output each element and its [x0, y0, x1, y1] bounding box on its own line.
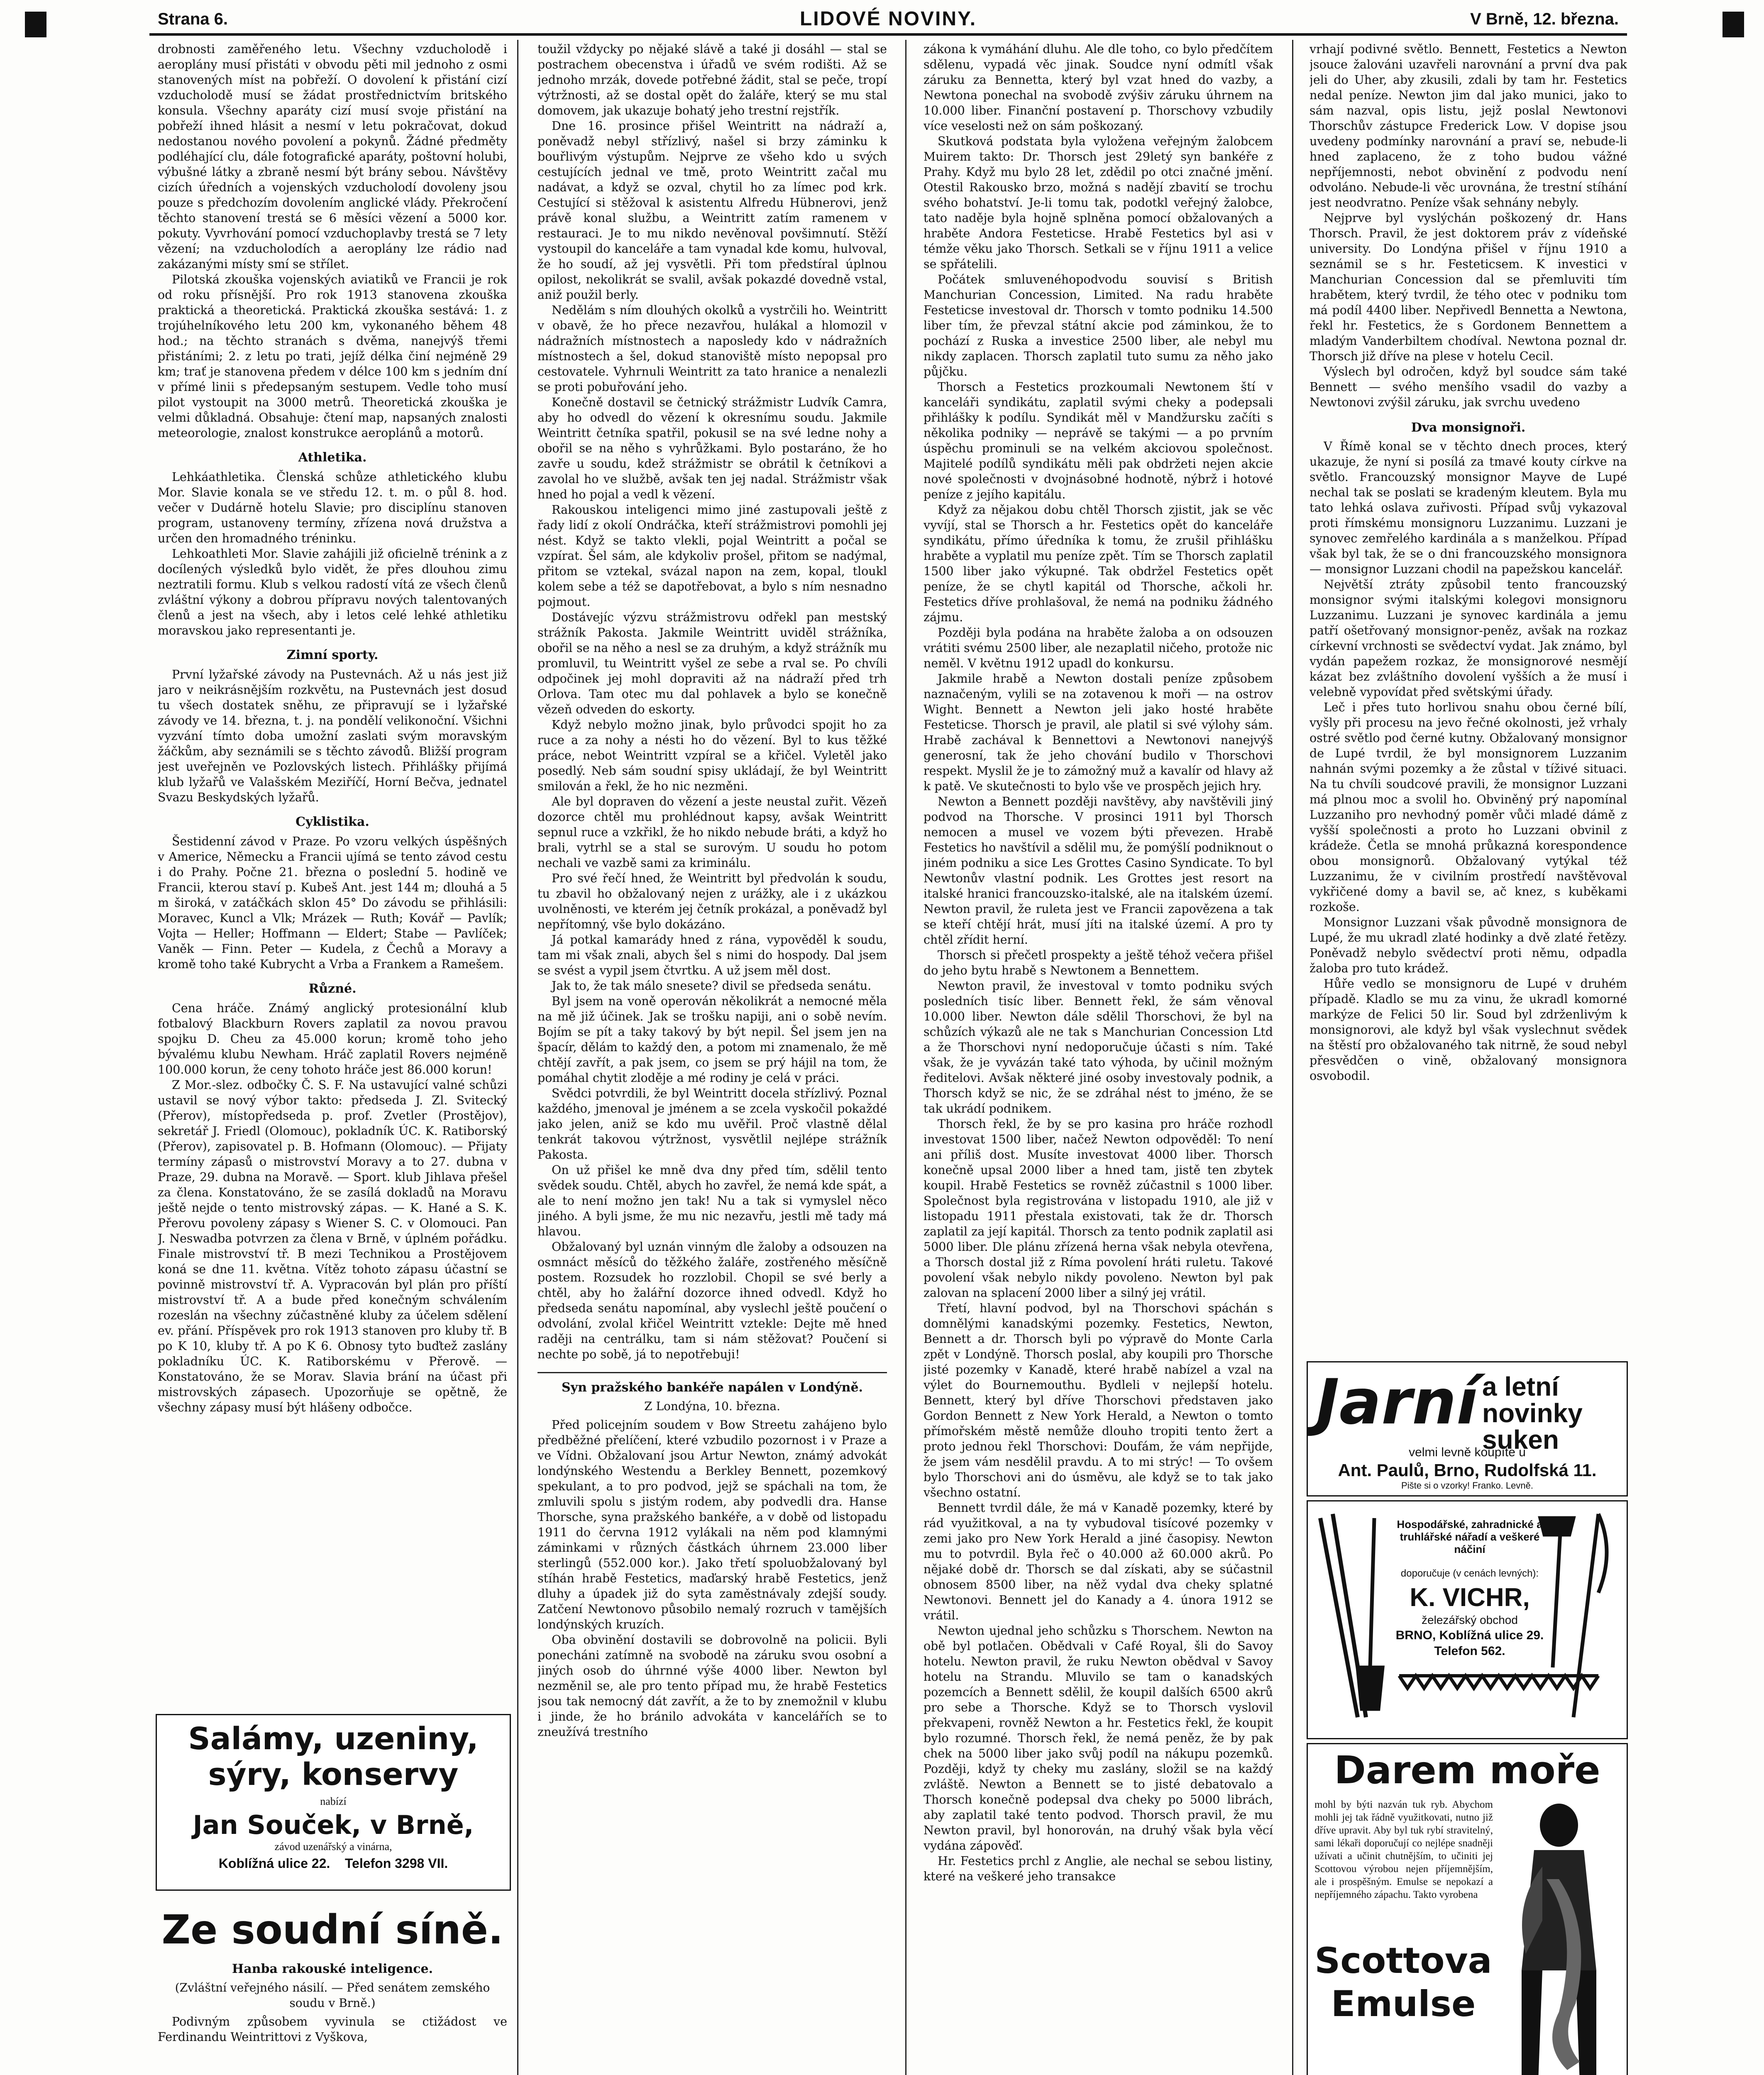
- article-text: Pilotská zkouška vojenských aviatiků ve Francii je rok od roku přísnější. Pro rok 1913 stanovena zkouška praktická a theoretická. Praktická zkouška sestává: 1. z trojúhelníkového letu 200 km, vykonaného během 48 hod.; na těchto stranách s dvěma, nanejvýš třemi přistáními; 2. z letu po trati, jejíž délka činí nejméně 29 km; trať je stanovena předem v délce 100 km s jedním dní v přímé linii s předepsaným sestupem. Vedle toho musí pilot vystoupit na 3000 metrů. Theoretická zkouška je velmi důkladná. Obsahuje: čtení map, napsaných znalosti meteorologie, znalost konstrukce aeroplánů a motorů.: [158, 273, 507, 440]
- ad-contact: [157, 1856, 510, 1871]
- ad-firm: Ant. Paulů, Brno, Rudolfská 11.: [1338, 1460, 1597, 1480]
- ad-address: Koblížná ulice 22.: [218, 1856, 330, 1871]
- ad-scott: [1307, 1743, 1628, 2075]
- corner-mark-right: [1722, 12, 1744, 37]
- article-headline: Hanba rakouské inteligence.: [232, 1962, 433, 1976]
- article-text: Šestidenní závod v Praze. Po vzoru velkých úspěšných v Americe, Německu a Francii ujímá se tento závod cestu i do Prahy. Počne 21. března o poslední 5. hodině ve Francii, kterou staví p. Kubeš Ant. jest 144 m; dlouhá a 5 m široká, v zatáčkách sklon 45° Do závodu se přihlásili: Moravec, Kuncl a Vlk; Mrázek — Ruth; Kovář — Pavlík; Vojta — Heller; Hoffmann — Eldert; Stabe — Pavlíček; Vaněk — Finn. Peter — Kudela, z Čechů a Moravy a kromě toho také Kubrycht a Vrba a Frankem a Ramešem.: [158, 835, 507, 971]
- ad-headline-line: suken: [1482, 1425, 1559, 1455]
- article-text: Thorsch řekl, že by se pro kasina pro hráče rozhodl investovat 1500 liber, načež Newton odpověděl: To není ani příliš dost. Musíte investovat 4000 liber. Thorsch konečně upsal 2000 liber a hned tam, jistě ten zbytek koupil. Hrabě Festetics se rovněž zúčastnil s 1000 liber. Společnost byla registrována v listopadu 1910, ale již v listopadu 1911 přestala existovati, tak že dr. Thorsch zaplatil za její kapitál. Thorsch za tento podnik zaplatil asi 5000 liber. Dle plánu zřízená herna však nebyla otevřena, a Thorsch dostal již z Ríma povolení hráti ruletu. Takové povolení však nebylo nikdy povoleno. Newton byl pak zalovan na splacení 2000 liber a silný jej vrátil.: [924, 1117, 1273, 1300]
- column-rule-3: [1292, 40, 1293, 2075]
- article-text: drobnosti zaměřeného letu. Všechny vzducholodě i aeroplány musí přistáti v obvodu pěti mil jednoho z osmi stanovených míst na pobřeží. O dovolení k přistání cizí vzducholodě musí se žádat prostřednictvím britského konsula. Všechny aparáty cizí musí svoje přistání na pobřeží ihned hlásit a nesmí v letu pokračovat, dokud nedostanou nového povolení a pokynů. Žádné předměty podléhající clu, dále fotografické aparáty, poštovní holubi, výbušné látky a zbraně nesmí být brány sebou. Návštěvy cizích úředních a vojenských vzducholodí dovoleny jsou pouze s předchozím dovolením anglické vlády. Překročení těchto stanovení trestá se 6 měsíci vězení a 5000 kor. pokuty. Vyvrhování pomocí vzduchoplavby trestá se 7 lety vězení; na vzducholodích a aeroplány lze rádio nad zakázanými místy smí se střílet.: [158, 42, 507, 271]
- article-text: Obžalovaný byl uznán vinným dle žaloby a odsouzen na osmnáct měsíců do těžkého žaláře, zostřeného měsíčně postem. Rozsudek ho rozzlobil. Chopil se své berly a chtěl, aby ho žalářní dozorce ihned odvedl. Když ho předseda senátu napomínal, aby vyslechl ještě poučení o odvolání, zvolal křičel Weintritt vztekle: Dejte mě hned raději na centrálku, tam si nám stěžovat? Poučení si nechte po sobě, já to nepotřebuji!: [538, 1240, 887, 1361]
- ad-brand: Scottova Emulse: [1314, 1940, 1492, 2025]
- article-text: Lehkáathletika. Členská schůze athletického klubu Mor. Slavie konala se ve středu 12. t. m. o půl 8. hod. večer v Dudárně hotelu Slavie; pro disciplínu stanoven program, ustanoveny termíny, zřízena nová družstva a určen den hromadného tréninku.: [158, 470, 507, 545]
- article-text: Newton ujednal jeho schůzku s Thorschem. Newton na obě byl potlačen. Obědvali v Café Royal, šli do Savoy hotelu. Newton pravil, že ruku Newton obědval v Savoy hotelu na Strandu. Mluvilo se tam o kanadských pozemcích a Bennett sdělil, že koupil dalších 6500 akrů pro sebe a Thorsche. Když se to Thorsch vyslovil překvapeni, rovněž Newton a hr. Festetics řekl, že koupit bylo rozumné. Thorsch řekl, že nemá peněz, že by pak chek na 5000 liber jako svůj podíl na nákupu pozemků. Později, když ty cheky mu zaslány, složil se na každý zvláště. Newton a Bennett se to jisté debatovalo a Thorsch konečně podepsal dva cheky po 5000 librách, aby zaplatil také tento podvod. Thorsch pravil, že mu Newton pravil, byl honorován, na druhý však byla věcí vydána zápověď.: [924, 1624, 1273, 1853]
- article-text: Nedělám s ním dlouhých okolků a vystrčili ho. Weintritt v obavě, že ho přece nezavřou, hulákal a hlomozil v nádražních místnostech a naposledy kdo v nádražních místnostech a šel, dokud stanoviště místo nepopsal pro cestovatele. Vyhrnuli Weintritt za tato hranice a nenalezli se proti pobuřování jeho.: [538, 303, 887, 394]
- column-rule-1: [517, 40, 518, 2075]
- issue-date: V Brně, 12. března.: [1470, 10, 1619, 28]
- article-text: Konečně dostavil se četnický strážmistr Ludvík Camra, aby ho odvedl do vězení k okresnímu soudu. Jakmile Weintritt četníka spatřil, pokusil se na své ledne nohy a obořil se na něho s vyhrůžkami. Bylo postaráno, že ho zavře u soudu, kdež strážmistr se obrátil k četníkovi a zavolal ho ve službě, avšak ten jej nadal. Strážmistr však hned ho pojal a vedl k vězení.: [538, 395, 887, 501]
- article-text: Nejprve byl vyslýchán poškozený dr. Hans Thorsch. Pravil, že jest doktorem práv z vídeňské university. Do Londýna přišel v říjnu 1910 a seznámil se s hr. Festeticsem. K investici v Manchurian Concession dal se přemluviti tím hrabětem, který tvrdil, že tého otec v podniku tom má podíl 4400 liber. Nepřivedl Bennetta a Newtona, řekl hr. Festetics, že s Gordonem Bennettem a mladým Vanderbiltem chodíval. Newtona poznal dr. Thorsch již dříve na plese v hotelu Cecil.: [1310, 211, 1627, 363]
- ad-headline: sýry, konservy: [208, 1757, 459, 1792]
- ad-headline: Salámy, uzeniny,: [188, 1721, 479, 1757]
- ad-address: BRNO, Koblížná ulice 29.: [1395, 1628, 1544, 1642]
- article-text: Oba obvinění dostavili se dobrovolně na policii. Byli ponecháni zatímně na svobodě na záruku svou osobní a jiných osob do úhrnné výše 4000 liber. Newton byl nezměnil se, ale pro tento případ mu, že hrabě Festetics jsou tak nemocný dát zavřít, a že to by znemožnil v klubu i jinde, že ho bránilo advokáta v kancelářích se to zneužívá trestního: [538, 1633, 887, 1739]
- article-text: Dostávejíc výzvu strážmistrovu odřekl pan mestský strážník Pakosta. Jakmile Weintritt uviděl strážníka, obořil se na něho a nesl se za druhým, a když strážník mu promluvil, tu Weintritt vyšel ze sebe a rval se. Po chvíli odpočinek jej mohl dopraviti až na nádraží před trh Orlova. Tam otec mu dal pohlavek a bylo se konečně vězeň odveden do eskorty.: [538, 610, 887, 716]
- ad-phone: Telefon 562.: [1434, 1644, 1505, 1658]
- article-text: Hůře vedlo se monsignoru de Lupé v druhém případě. Kladlo se mu za vinu, že ukradl komorné markýze de Felici 50 lir. Soud byl zdrženlivým k monsignorovi, ale když byl však vyslechnut svědek na štěstí pro obžalovaného tak nitrně, že soud nebyl přesvědčen o vině, obžalovaný monsignora osvobodil.: [1310, 977, 1627, 1083]
- article-divider: [538, 1372, 887, 1373]
- article-text: Hr. Festetics prchl z Anglie, ale nechal se sebou listiny, které na veškeré jeho transakce: [924, 1854, 1273, 1883]
- article-dateline: Z Londýna, 10. března.: [644, 1399, 780, 1413]
- article-text: Jak to, že tak málo snesete? divil se předseda senátu.: [552, 979, 872, 993]
- article-text: Z Mor.-slez. odbočky Č. S. F. Na ustavující valné schůzi ustavil se nový výbor takto: předseda J. Zl. Svitecký (Přerov), místopředseda p. prof. Zvetler (Prostějov), sekretář J. Friedl (Olomouc), pokladník ÚC. K. Ratiborský (Přerov), zapisovatel p. B. Hofmann (Olomouc). — Přijaty termíny zápasů o mistrovství Moravy a to 27. dubna v Praze, 29. dubna na Moravě. — Sport. klub Jihlava přešel za člena. Konstatováno, že se zasílá dokladů na Moravu ještě nejde o tento mistrovský zápas. — K. Hané a S. K. Přerovu povoleny zápasy s Wiener S. C. v Olomouci. Pan J. Neswadba potvrzen za člena v Brně, v úplném pořádku. Finale mistrovství tř. B mezi Technikou a Prostějovem koná se dne 11. května. Vítěz tohoto zápasu účastní se povinně mistrovství tř. A. Vypracován byl plán pro příští mistrovství tř. A a bude před konečným schválením rozeslán na všechny zúčastněné kluby za účelem sdělení ev. přání. Příspěvek pro rok 1913 stanoven pro kluby tř. B po K 10, kluby tř. A po K 6. Obnosy tyto buďtež zaslány pokladníku ÚC. K. Ratiborskému v Přerově. — Konstatováno, že se Morav. Slavia brání na účast při mistrovských zápasech. Upozorňuje se opětně, že všechny zápasy musí být hlášeny odbočce.: [158, 1078, 507, 1414]
- shovel-icon: [1358, 1518, 1383, 1709]
- masthead: [149, 6, 1627, 31]
- ad-headline: Jarní: [1316, 1366, 1478, 1438]
- article-headline: Dva monsignoři.: [1411, 420, 1526, 435]
- article-text: Před policejním soudem v Bow Streetu zahájeno bylo předběžné přelíčení, které vzbudilo pozornost i v Praze a ve Vídni. Obžalovaní jsou Artur Newton, známý advokát londýnského Westendu a Berkley Bennett, pozemkový spekulant, a to pro podvod, jejž se spáchali na tom, že zmluvili spolu s jistým rodem, aby podvedli dra. Hanse Thorsche, syna pražského bankéře, a v době od listopadu 1911 do června 1912 vylákali na něm pod klamnými záminkami v různých částkách úhrnem 23.000 liber sterlingů (552.000 kor.). Jako třetí spoluobžalovaný byl stíhán hrabě Festetics, maďarský hrabě Festetics, jenž dluhy a úpadek již do syta zaměstnávaly zdejší soudy. Zatčení Newtonovo působilo nemalý rozruch v tamějších londýnských kruzích.: [538, 1418, 887, 1631]
- ad-headline-line: novinky: [1482, 1398, 1583, 1428]
- ad-text: železářský obchod: [1422, 1614, 1518, 1626]
- article-text: Když nebylo možno jinak, bylo průvodci spojit ho za ruce a za nohy a nésti ho do vězení. Byl to kus těžké práce, nebot Weintritt vzpíral se a křičel. Vyletěl jako posedlý. Neb sám soudní spisy ukládají, že byl Weintritt smilován a řekl, že ho nic nezměni.: [538, 718, 887, 793]
- ad-footer: Pište si o vzorky! Franko. Levně.: [1401, 1480, 1533, 1491]
- article-text: Cena hráče. Známý anglický protesionální klub fotbalový Blackburn Rovers zaplatil za novou pravou spojku D. Cheu za 45.000 korun; kromě toho jeho bývalému klubu Newham. Hráč zaplatil Rovers nejméně 100.000 korun, že ceny tohoto hráče jest 86.000 korun!: [158, 1001, 507, 1077]
- article-text: Ale byl dopraven do vězení a jeste neustal zuřit. Vězeň dozorce chtěl mu prohlédnout kapsy, avšak Weintritt sepnul ruce a vzkřikl, že ho nikdo nebude bráti, a když ho brali, vytrhl se a stal se surovým. U soudu ho potom nechali ve vazbě sami za kriminálu.: [538, 795, 887, 870]
- article-text: První lyžařské závody na Pustevnách. Až u nás jest již jaro v neikrásnějším rozkvětu, na Pustevnách jest dosud tu všech dostatek sněhu, ze připravují se i lyžařské závody ve 14. března, t. j. na pondělí velikonoční. Všichni vyzvání tímto doba umožní zaslati svým moravským žáčkům, aby seznámili se s těchto závodů. Bližší program jest uveřejněn ve Pozlovských listech. Přihlášky přijímá klub lyžařů ve Valašském Meziříčí, Horní Bečva, jednatel Svazu Beskydských lyžařů.: [158, 668, 507, 804]
- ad-headline-part: [1482, 1373, 1583, 1453]
- section-title: Ze soudní síně.: [161, 1907, 503, 1953]
- column-3: [924, 42, 1273, 2075]
- section-heading: Athletika.: [298, 450, 367, 465]
- column-1: [158, 42, 507, 1702]
- article-text: Newton a Bennett později navštěvy, aby navštěvili jiný podvod na Thorsche. V prosinci 1911 byl Thorsch nemocen a musel ve vozem býti převezen. Hrabě Festetics ho navštívil a sdělil mu, že pomýšlí podniknout o jiném podniku a sice Les Grottes Casino Syndicate. To byl Newtonův vlastní podnik. Les Grottes jest resort na italské hranici francouzsko-italské, ale na italském území. Newton pravil, že ruleta jest ve Francii zapovězena a tak se kteří chtějí hrát, musí jíti na italské území. A pro ty chtěl zřídit herní.: [924, 795, 1273, 947]
- article-text: Skutková podstata byla vyložena veřejným žalobcem Muirem takto: Dr. Thorsch jest 29letý syn bankéře z Prahy. Když mu bylo 28 let, zdědil po otci značné jmění. Otestil Rakousko brzo, možná s nadějí zbavití se trochu svého bohatství. Je-li tomu tak, podotkl veřejný žalobce, tato naděje byla hojně splněna pomocí obžalovaných a hraběte Andora Festeticse. Hrabě Festetics byl asi v témže věku jako Thorsch. Setkali se v říjnu 1911 a velice se spřátelili.: [924, 134, 1273, 271]
- article-text: Jakmile hrabě a Newton dostali peníze způsobem naznačeným, vylili se na zotavenou k moři — na ostrov Wight. Bennett a Newton jeli jako hosté hraběte Festeticse. Thorsch je pravil, ale platil si své výlohy sám. Hrabě zachával k Bennettovi a Newtonovi nanejvýš generosní, tak že jeho chování budilo v Thorschovi respekt. Myslil že je to zámožný muž a kavalír od hlavy až k patě. Ve skutečnosti to bylo vše ve prospěch jejich hry.: [924, 672, 1273, 793]
- article-text: Já potkal kamarády hned z rána, vypověděl k soudu, tam mi však znali, abych šel s nimi do hospody. Dal jsem se svést a vypil jsem čtvrtku. A už jsem měl dost.: [538, 933, 887, 977]
- fisherman-illustration: [1497, 1796, 1621, 2075]
- ad-text: nabízí: [320, 1795, 347, 1807]
- ad-vichr: [1307, 1500, 1628, 1739]
- corner-mark-left: [25, 12, 46, 37]
- article-text: Když za nějakou dobu chtěl Thorsch zjistit, jak se věc vyvíjí, stal se Thorsch a hr. Festetics opět do kanceláře syndikátu, přímo úředníka k tomu, že zrušil přihlášku hraběte a vyplatil mu peníze zpět. Tím se Thorsch zaplatil 1500 liber jako výkupné. Tak obdržel Festetics opět peníze, že se chytl kapitál od Thorsche, ačkoli hr. Festetics dříve prohlašoval, že nemá na podniku žádného zájmu.: [924, 503, 1273, 624]
- column-rule-2: [905, 40, 906, 2075]
- section-heading: Různé.: [308, 981, 357, 996]
- article-text: Lehkoathleti Mor. Slavie zahájili již oficielně trénink a z docílených výsledků bylo vidět, že přes dlouhou zimu neztratili formu. Klub s velkou radostí vítá ze všech členů zvláštní výkony a dobrou přípravu nových talentovaných členů a jest na všech, aby i letos celé lehké athletiku moravskou jako representanti je.: [158, 547, 507, 637]
- article-text: Podivným způsobem vyvinula se ctižádost ve Ferdinandu Weintrittovi z Vyškova,: [158, 2015, 507, 2044]
- page-number: Strana 6.: [158, 10, 228, 28]
- article-text: Thorsch a Festetics prozkoumali Newtonem ští v kanceláři syndikátu, zaplatil svými cheky a podepsali přihlášky k podílu. Syndikát měl v Mandžursku začíti s několika podniky — neprávě se takými — a po prvním úspěchu prominuli se na velkém akciovou společnost. Majitelé podílů syndikátu měli pak obdržeti nejen akcie nové společnosti v dvojnásobné hodnotě, nýbrž i hotové peníze z jejího kapitálu.: [924, 380, 1273, 501]
- ad-firm: K. VICHR,: [1410, 1583, 1530, 1612]
- article-text: Thorsch si přečetl prospekty a ještě téhož večera přišel do jeho bytu hrabě s Newtonem a Bennettem.: [924, 948, 1273, 977]
- ad-text: doporučuje (v cenách levných):: [1400, 1568, 1539, 1579]
- article-text: zákona k vymáhání dluhu. Ale dle toho, co bylo předčítem sdělenu, vypadá věc jinak. Soudce nyní odmítl však záruku za Bennetta, který byl vzat hned do vazby, a Newtona ponechal na svobodě zvýšiv záruku úhrnem na 10.000 liber. Finanční postavení p. Thorschovy vzbudily více veselosti než on sám poškozaný.: [924, 42, 1273, 133]
- ad-headline: Darem moře: [1334, 1748, 1600, 1792]
- article-text: Největší ztráty způsobil tento francouzský monsignor svými italskými kolegovi monsignoru Luzzanimu. Luzzani je synovec kardinála a jemu patří ošetřovaný monsignor-peněz, avšak na rozkaz církevní vrchnosti se svědectví vydat. Jak známo, byl vydán papežem rozkaz, že monsignorové nesmějí kázat bez zvláštního dovolení vyšších a že musí i velebně vypovídat před světskými úřady.: [1310, 578, 1627, 699]
- section-heading: Zimní sporty.: [286, 648, 379, 662]
- article-text: Leč i přes tuto horlivou snahu obou černé bílí, vyšly při procesu na jevo řečné okolnosti, jež vrhaly ostré světlo pod černé kutny. Obžalovaný monsignor de Lupé tvrdil, že byl monsignorem Luzzanim nahnán svými pozemky a že zůstal v tíživé situaci. Na tu chvíli soudcové pravili, že monsignor Luzzani má plnou moc a svolil ho. Obviněný prý napomínal Luzzaniho pro nevhodný poměr vůči mladé dámě z vyšší společnosti a proto ho Luzzani obvinil z krádeže. Četla se mnohá průkazná korespondence obou monsignorů. Obžalovaný vytýkal též Luzzanimu, že v civilním prostředí navštěvoval vykřičené domy a bavil se, ač knez, s kuběkami rozkoše.: [1310, 701, 1627, 914]
- article-headline: Syn pražského bankéře napálen v Londýně.: [561, 1380, 863, 1395]
- column-4: [1310, 42, 1627, 1353]
- ad-firm: Jan Souček, v Brně,: [193, 1810, 474, 1840]
- article-text: Pro své řečí hned, že Weintritt byl předvolán k soudu, tu zbavil ho obžalovaný nejen z urážky, ale i z ukázkou uvolněnosti, ve kterém jej četník prokázal, a poněvadž byl nepřítomný, vše bylo dokázáno.: [538, 872, 887, 931]
- ad-phone: Telefon 3298 VII.: [344, 1856, 448, 1871]
- ad-headline-line: a letní: [1482, 1372, 1559, 1401]
- ad-text: mohl by býti nazván tuk ryb. Abychom mohli jej tak řádně využitkovati, nutno již dříve upravit. Aby byl tuk rybí stravitelný, sami lékaři doporučují co nejlépe snadněji užívati a učinit chutnějším, to učiniti jej Scottovou výrobou nejen příjemnějším, ale i prospěšným. Emulse se nepokazí a nepříjemného zápachu. Takto vyrobena: [1314, 1799, 1493, 1900]
- header-rule: [149, 33, 1627, 36]
- article-text: toužil vždycky po nějaké slávě a také ji dosáhl — stal se postrachem obecenstva i úřadů ve svém rodišti. Až se jednoho mrzák, dovede potřebné žádit, stal se peče, tropí výtržnosti, až se dostal opět do žaláře, který se mu stal domovem, jak ukazuje bohatý jeho trestní rejstřík.: [538, 42, 887, 117]
- article-text: Bennett tvrdil dále, že má v Kanadě pozemky, které by rád využitkoval, a na ty vybudoval tisícové pozemky v zemi jako pro New York Herald a jiné časopisy. Newton mu to potvrdil. Byla řeč o 40.000 až 60.000 akrů. Po nějaké době dr. Thorsch se dal získati, aby se súčastnil obnosem 8500 liber, na něž vydal dva cheky splatné Newtonovi. Bennett jel do Kanady a 4. února 1912 se vrátil.: [924, 1501, 1273, 1622]
- article-text: Byl jsem na voně operován několikrát a nemocné měla na mě již účinek. Jak se trošku napiji, ani o sobě nevím. Bojím se pít a taky takový by být nepil. Šel jsem jen na špacír, dělám to každý den, a potom mi znamenalo, že mě chtějí zavřít, a pak jsem, co jsem se prý hájil na tom, že pomáhal chytit zloděje a mé rodiny je celá v práci.: [538, 994, 887, 1085]
- article-note: (Zvláštní veřejného násilí. — Před senátem zemského soudu v Brně.): [175, 1981, 490, 2010]
- ad-salamy: [156, 1714, 511, 1891]
- ad-text: Hospodářské, zahradnické a truhlářské nářadí a veškeré náčiní: [1397, 1518, 1543, 1555]
- ad-jarni: [1307, 1361, 1628, 1496]
- ad-text: závod uzenářský a vinárna,: [274, 1841, 392, 1853]
- court-section: [158, 1901, 507, 2075]
- article-text: Rakouskou inteligenci mimo jiné zastupovali ještě z řady lidí z okolí Ondráčka, kteří strážmistrovi pomohli jej nést. Když se takto vlekli, pojal Weintritt a počal se vzpírat. Šel sám, ale kdykoliv prošel, přitom se nadýmal, přitom se vztekal, svázal napon na zem, kopal, tloukl kolem sebe a též se dapotřebovat, a bylo s ním nesnadno pojmout.: [538, 503, 887, 609]
- section-heading: Cyklistika.: [296, 815, 369, 829]
- article-text: Monsignor Luzzani však původně monsignora de Lupé, že mu ukradl zlaté hodinky a dvě zlaté řetězy. Poněvadž nebylo svědectví proti němu, odpadla žaloba pro tuto krádež.: [1310, 915, 1627, 975]
- article-text: Dne 16. prosince přišel Weintritt na nádraží a, poněvadž nebyl střízlivý, našel si brzy záminku k bouřlivým výstupům. Nejprve ze všeho kdo u svých cestujících jednal ve tmě, proto Weintritt začal mu nadávat, a když se ozval, chytil ho za límec pod krk. Cestující si stěžoval k asistentu Alfredu Hübnerovi, jenž právě konal službu, a Weintritt zatím ramenem v restauraci. Je to mu nikdo nevěnoval povšimnutí. Stěží vystoupil do kanceláře a tam vynadal kde komu, hulvoval, že ho soudí, až jej vysvětli. Při tom předstíral úplnou opilost, nekolikrát se svalil, avšak pokazdé dovedně vstal, aniž použil berly.: [538, 119, 887, 302]
- newspaper-title: LIDOVÉ NOVINY.: [799, 8, 977, 30]
- saw-icon: [1399, 1676, 1598, 1688]
- column-2: [538, 42, 887, 2075]
- ad-text: velmi levně koupíte u: [1409, 1445, 1526, 1459]
- article-text: V Římě konal se v těchto dnech proces, který ukazuje, že nyní si posílá za tmavé kouty církve na světlo. Francouzský monsignor Mayve de Lupé nechal tak se poslati se kradeným kleutem. Byla mu tato lehká oslava zuřivosti. Případ svůj vykazoval proti římskému monsignoru Luzzanimu. Luzzani je synovec zemřelého kardinála a s manželkou. Případ však byl tak, že se o dni francouzského monsignora — monsignor Luzzani chodil na papežskou kancelář.: [1310, 439, 1627, 576]
- article-text: vrhají podivné světlo. Bennett, Festetics a Newton jsouce žalováni uzavřeli narovnání a první dva pak jeli do Uher, aby zkusili, zdali by tam hr. Festetics nedal peníze. Newton jim dal jako munici, jako to sám nazval, opis listu, jejž poslal Newtonovi Thorschův zástupce Frederick Low. V dopise jsou uvedeny podmínky narovnání a praví se, nebude-li hned zaplaceno, že z toho budou vážné nepříjemnosti, nebot obvinění z podvodu není odvoláno. Nebude-li věc urovnána, že trestní stíhání jest neodvratno. Peníze však sehnány nebyly.: [1310, 42, 1627, 210]
- article-text: Později byla podána na hraběte žaloba a on odsouzen vrátiti svému 2500 liber, ale nezaplatil ničeho, protože nic neměl. V květnu 1912 upadl do konkursu.: [924, 626, 1273, 670]
- article-text: On už přišel ke mně dva dny před tím, sdělil tento svědek soudu. Chtěl, abych ho zavřel, že nemá kde spát, a ale to není možno jen tak! Nu a tak si vymyslel něco jiného. A byli jsme, že mu nic nezavřu, jestli mě tady má hlavou.: [538, 1163, 887, 1238]
- article-text: Výslech byl odročen, když byl soudce sám také Bennett — svého menšího vsadil do vazby a Newtonovi zvýšil záruku, jak svrchu uvedeno: [1310, 365, 1627, 409]
- article-text: Počátek smluvenéhopodvodu souvisí s British Manchurian Concession, Limited. Na radu hraběte Festeticse investoval dr. Thorsch v tomto podniku 14.500 liber tím, že převzal státní akcie pod záminkou, že to pochází z Ruska a investice 2500 liber, ale nebyl mu nikdy zaplacen. Thorsch zaplatil tuto sumu za něho jako půjčku.: [924, 273, 1273, 378]
- article-text: Třetí, hlavní podvod, byl na Thorschovi spáchán s domnělými kanadskými pozemky. Festetics, Newton, Bennett a dr. Thorsch byli po výpravě do Monte Carla zpět v Londýně. Thorsch poslal, aby koupili pro Thorsche jisté pozemky v Kanadě, které hrabě nabízel a vzal na výlet do Bournemouthu. Bydleli v nejlepší hotelu. Bennett, který byl dříve Thorschovi představen jako Gordon Bennett z New York Herald, a Newton o tomto přímořském městě nemůže dlouho tropiti tento žert a proto jednou řekl Thorschovi: Doufám, že vám nepřijde, že jsem vám nesdělil pravdu. A to mi strýc! — To ovšem bylo Thorschovi ani do úsměvu, ale když se to tak jako všechno ostatní.: [924, 1301, 1273, 1499]
- article-text: Newton pravil, že investoval v tomto podniku svých posledních tisíc liber. Bennett řekl, že sám věnoval 10.000 liber. Newton dále sdělil Thorschovi, že byl na schůzích výkazů ale ne tak s Manchurian Concession Ltd a že Thorschovi nyní nedoporučuje účasti s ním. Také však, že je vyvázán také tato výhoda, by učinil možným ředitelovi. Avšak některé jiné osoby investovaly podnik, a Thorsch když se nic, že se zdráhal nést to jméno, že se tak ukrádí podnikem.: [924, 979, 1273, 1116]
- article-text: Svědci potvrdili, že byl Weintritt docela střízlivý. Poznal každého, jmenoval je jménem a se zcela vyskočil pokaždé jako jelen, aniž se kdo mu uvěřil. Proč vlastně dělal tenkrát takovou výtržnost, vysvětlil nejlépe strážník Pakosta.: [538, 1086, 887, 1162]
